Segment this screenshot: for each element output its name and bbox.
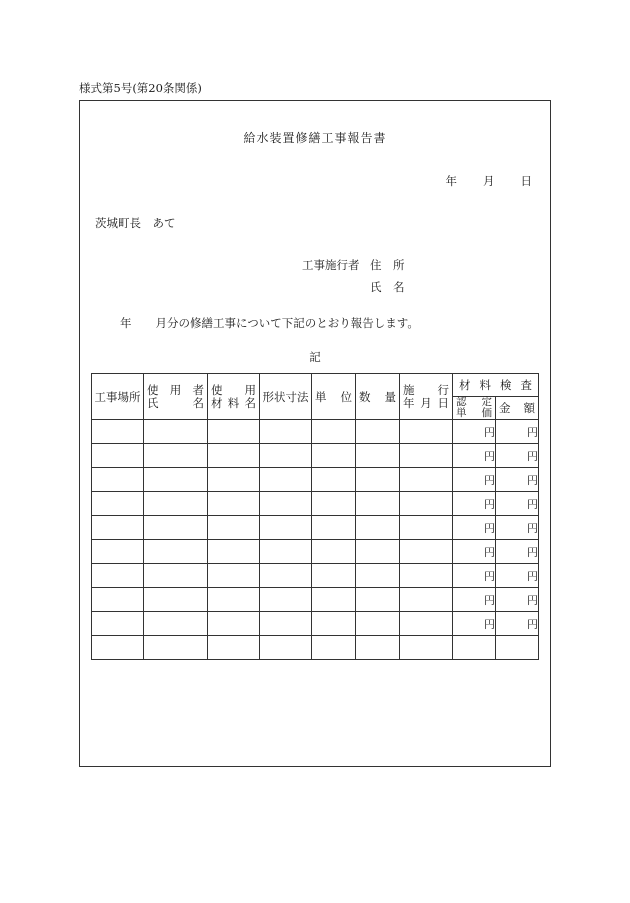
amount-cell: 円	[496, 588, 539, 612]
h-mat-5: 名	[244, 395, 256, 410]
header-quantity	[356, 374, 400, 420]
table-cell	[144, 540, 208, 564]
table-cell	[356, 636, 400, 660]
contractor-label: 工事施行者	[302, 258, 360, 272]
table-cell	[312, 636, 356, 660]
h-appr-2: 定	[481, 396, 492, 408]
table-cell	[208, 564, 260, 588]
table-cell	[144, 588, 208, 612]
table-cell	[260, 468, 312, 492]
amount-cell: 円	[496, 540, 539, 564]
h-user-1: 使	[147, 382, 159, 397]
table-cell	[208, 444, 260, 468]
amount-cell: 円	[496, 444, 539, 468]
h-unit-2: 位	[340, 389, 352, 404]
h-user-5: 名	[192, 395, 204, 410]
h-qty-1: 数	[359, 389, 371, 404]
table-cell	[312, 468, 356, 492]
table-cell	[208, 492, 260, 516]
page-title: 給水装置修繕工事報告書	[243, 131, 387, 145]
table-row	[92, 636, 539, 660]
h-insp-1: 材	[459, 378, 471, 392]
table-cell	[144, 444, 208, 468]
table-cell	[260, 444, 312, 468]
h-insp-2: 料	[479, 378, 491, 392]
table-cell	[144, 636, 208, 660]
amount-cell: 円	[496, 612, 539, 636]
header-material-inspection	[453, 374, 539, 397]
unit-price-cell: 円	[453, 612, 496, 636]
table-cell	[312, 540, 356, 564]
h-date-1: 施	[403, 382, 415, 397]
table-cell	[356, 540, 400, 564]
table-cell	[312, 516, 356, 540]
table-cell	[92, 636, 144, 660]
table-cell	[356, 468, 400, 492]
table-row	[92, 468, 539, 492]
header-material-name	[208, 374, 260, 420]
header-amount	[496, 397, 539, 420]
table-cell	[92, 468, 144, 492]
table-cell	[260, 516, 312, 540]
table-cell	[312, 588, 356, 612]
h-user-4: 氏	[147, 395, 159, 410]
report-form	[79, 100, 551, 767]
h-date-5: 日	[437, 395, 449, 410]
amount-cell: 円	[496, 420, 539, 444]
table-cell	[356, 612, 400, 636]
table-cell	[312, 612, 356, 636]
table-row	[92, 540, 539, 564]
addressee: 茨城町長 あて	[95, 216, 176, 230]
table-cell	[400, 444, 453, 468]
table-cell	[208, 468, 260, 492]
h-user-3: 者	[192, 382, 204, 397]
table-cell	[356, 588, 400, 612]
amount-cell: 円	[496, 468, 539, 492]
table-cell	[92, 564, 144, 588]
table-cell	[400, 564, 453, 588]
table-cell	[260, 420, 312, 444]
table-cell	[400, 468, 453, 492]
table-cell	[208, 420, 260, 444]
unit-price-cell: 円	[453, 564, 496, 588]
unit-price-cell: 円	[453, 444, 496, 468]
table-cell	[92, 540, 144, 564]
table-cell	[400, 612, 453, 636]
table-cell	[312, 564, 356, 588]
unit-price-cell: 円	[453, 468, 496, 492]
contractor-address-label: 住 所	[370, 258, 405, 272]
date-month: 月	[483, 174, 495, 188]
table-cell	[208, 516, 260, 540]
date-day: 日	[520, 174, 532, 188]
h-mat-3: 材	[211, 395, 223, 410]
table-cell	[400, 492, 453, 516]
unit-price-cell: 円	[453, 540, 496, 564]
h-date-2: 行	[437, 382, 449, 397]
table-cell	[312, 420, 356, 444]
table-row	[92, 492, 539, 516]
header-dimensions	[260, 374, 312, 420]
h-insp-3: 検	[500, 378, 512, 392]
table-cell	[260, 564, 312, 588]
h-unit-1: 単	[315, 389, 327, 404]
amount-cell: 円	[496, 564, 539, 588]
table-cell	[400, 516, 453, 540]
table-row	[92, 420, 539, 444]
table-cell	[208, 540, 260, 564]
date-year: 年	[445, 174, 457, 188]
amount-cell: 円	[496, 516, 539, 540]
table-cell	[400, 636, 453, 660]
table-cell	[92, 516, 144, 540]
repair-report-table	[91, 373, 539, 660]
table-cell	[356, 492, 400, 516]
unit-price-cell	[453, 636, 496, 660]
h-appr-4: 価	[481, 407, 492, 419]
table-cell	[356, 516, 400, 540]
h-mat-1: 使	[211, 382, 223, 397]
table-cell	[92, 492, 144, 516]
table-cell	[144, 420, 208, 444]
table-row	[92, 612, 539, 636]
h-user-2: 用	[169, 382, 182, 397]
table-cell	[260, 588, 312, 612]
table-cell	[208, 636, 260, 660]
table-cell	[260, 612, 312, 636]
header-dimensions-text: 形状寸法	[262, 389, 309, 404]
table-cell	[208, 588, 260, 612]
h-qty-2: 量	[384, 389, 396, 404]
h-amt-1: 金	[499, 401, 511, 415]
amount-cell: 円	[496, 492, 539, 516]
statement-text: 月分の修繕工事について下記のとおり報告します。	[155, 316, 419, 330]
h-mat-4: 料	[227, 395, 240, 410]
h-mat-2: 用	[244, 382, 256, 397]
table-cell	[92, 420, 144, 444]
table-row	[92, 444, 539, 468]
contractor-name-label: 氏 名	[370, 280, 405, 294]
h-insp-4: 査	[520, 378, 532, 392]
table-cell	[208, 612, 260, 636]
table-row	[92, 588, 539, 612]
table-cell	[400, 540, 453, 564]
table-cell	[312, 444, 356, 468]
header-approved-unit-price	[453, 397, 496, 420]
table-cell	[356, 564, 400, 588]
header-location-text: 工事場所	[94, 389, 141, 404]
header-work-date	[400, 374, 453, 420]
table-cell	[260, 492, 312, 516]
h-appr-1: 認	[456, 396, 467, 408]
table-cell	[92, 612, 144, 636]
h-date-3: 年	[403, 395, 415, 410]
unit-price-cell: 円	[453, 420, 496, 444]
table-row	[92, 564, 539, 588]
form-number-label: 様式第5号(第20条関係)	[79, 81, 202, 95]
h-appr-3: 単	[456, 407, 467, 419]
table-cell	[144, 468, 208, 492]
table-cell	[400, 588, 453, 612]
h-date-4: 月	[420, 395, 432, 410]
header-user-name	[144, 374, 208, 420]
table-row	[92, 516, 539, 540]
table-cell	[144, 564, 208, 588]
table-cell	[356, 444, 400, 468]
amount-cell	[496, 636, 539, 660]
record-label: 記	[309, 350, 321, 364]
unit-price-cell: 円	[453, 516, 496, 540]
h-amt-2: 額	[523, 401, 535, 415]
table-cell	[312, 492, 356, 516]
unit-price-cell: 円	[453, 588, 496, 612]
table-cell	[144, 612, 208, 636]
date-line	[446, 173, 533, 189]
table-cell	[92, 444, 144, 468]
statement-year: 年	[120, 316, 132, 330]
table-cell	[92, 588, 144, 612]
report-statement	[120, 315, 419, 331]
table-cell	[260, 540, 312, 564]
table-cell	[144, 516, 208, 540]
unit-price-cell: 円	[453, 492, 496, 516]
header-location	[92, 374, 144, 420]
header-unit	[312, 374, 356, 420]
table-cell	[144, 492, 208, 516]
table-cell	[400, 420, 453, 444]
table-cell	[356, 420, 400, 444]
table-cell	[260, 636, 312, 660]
